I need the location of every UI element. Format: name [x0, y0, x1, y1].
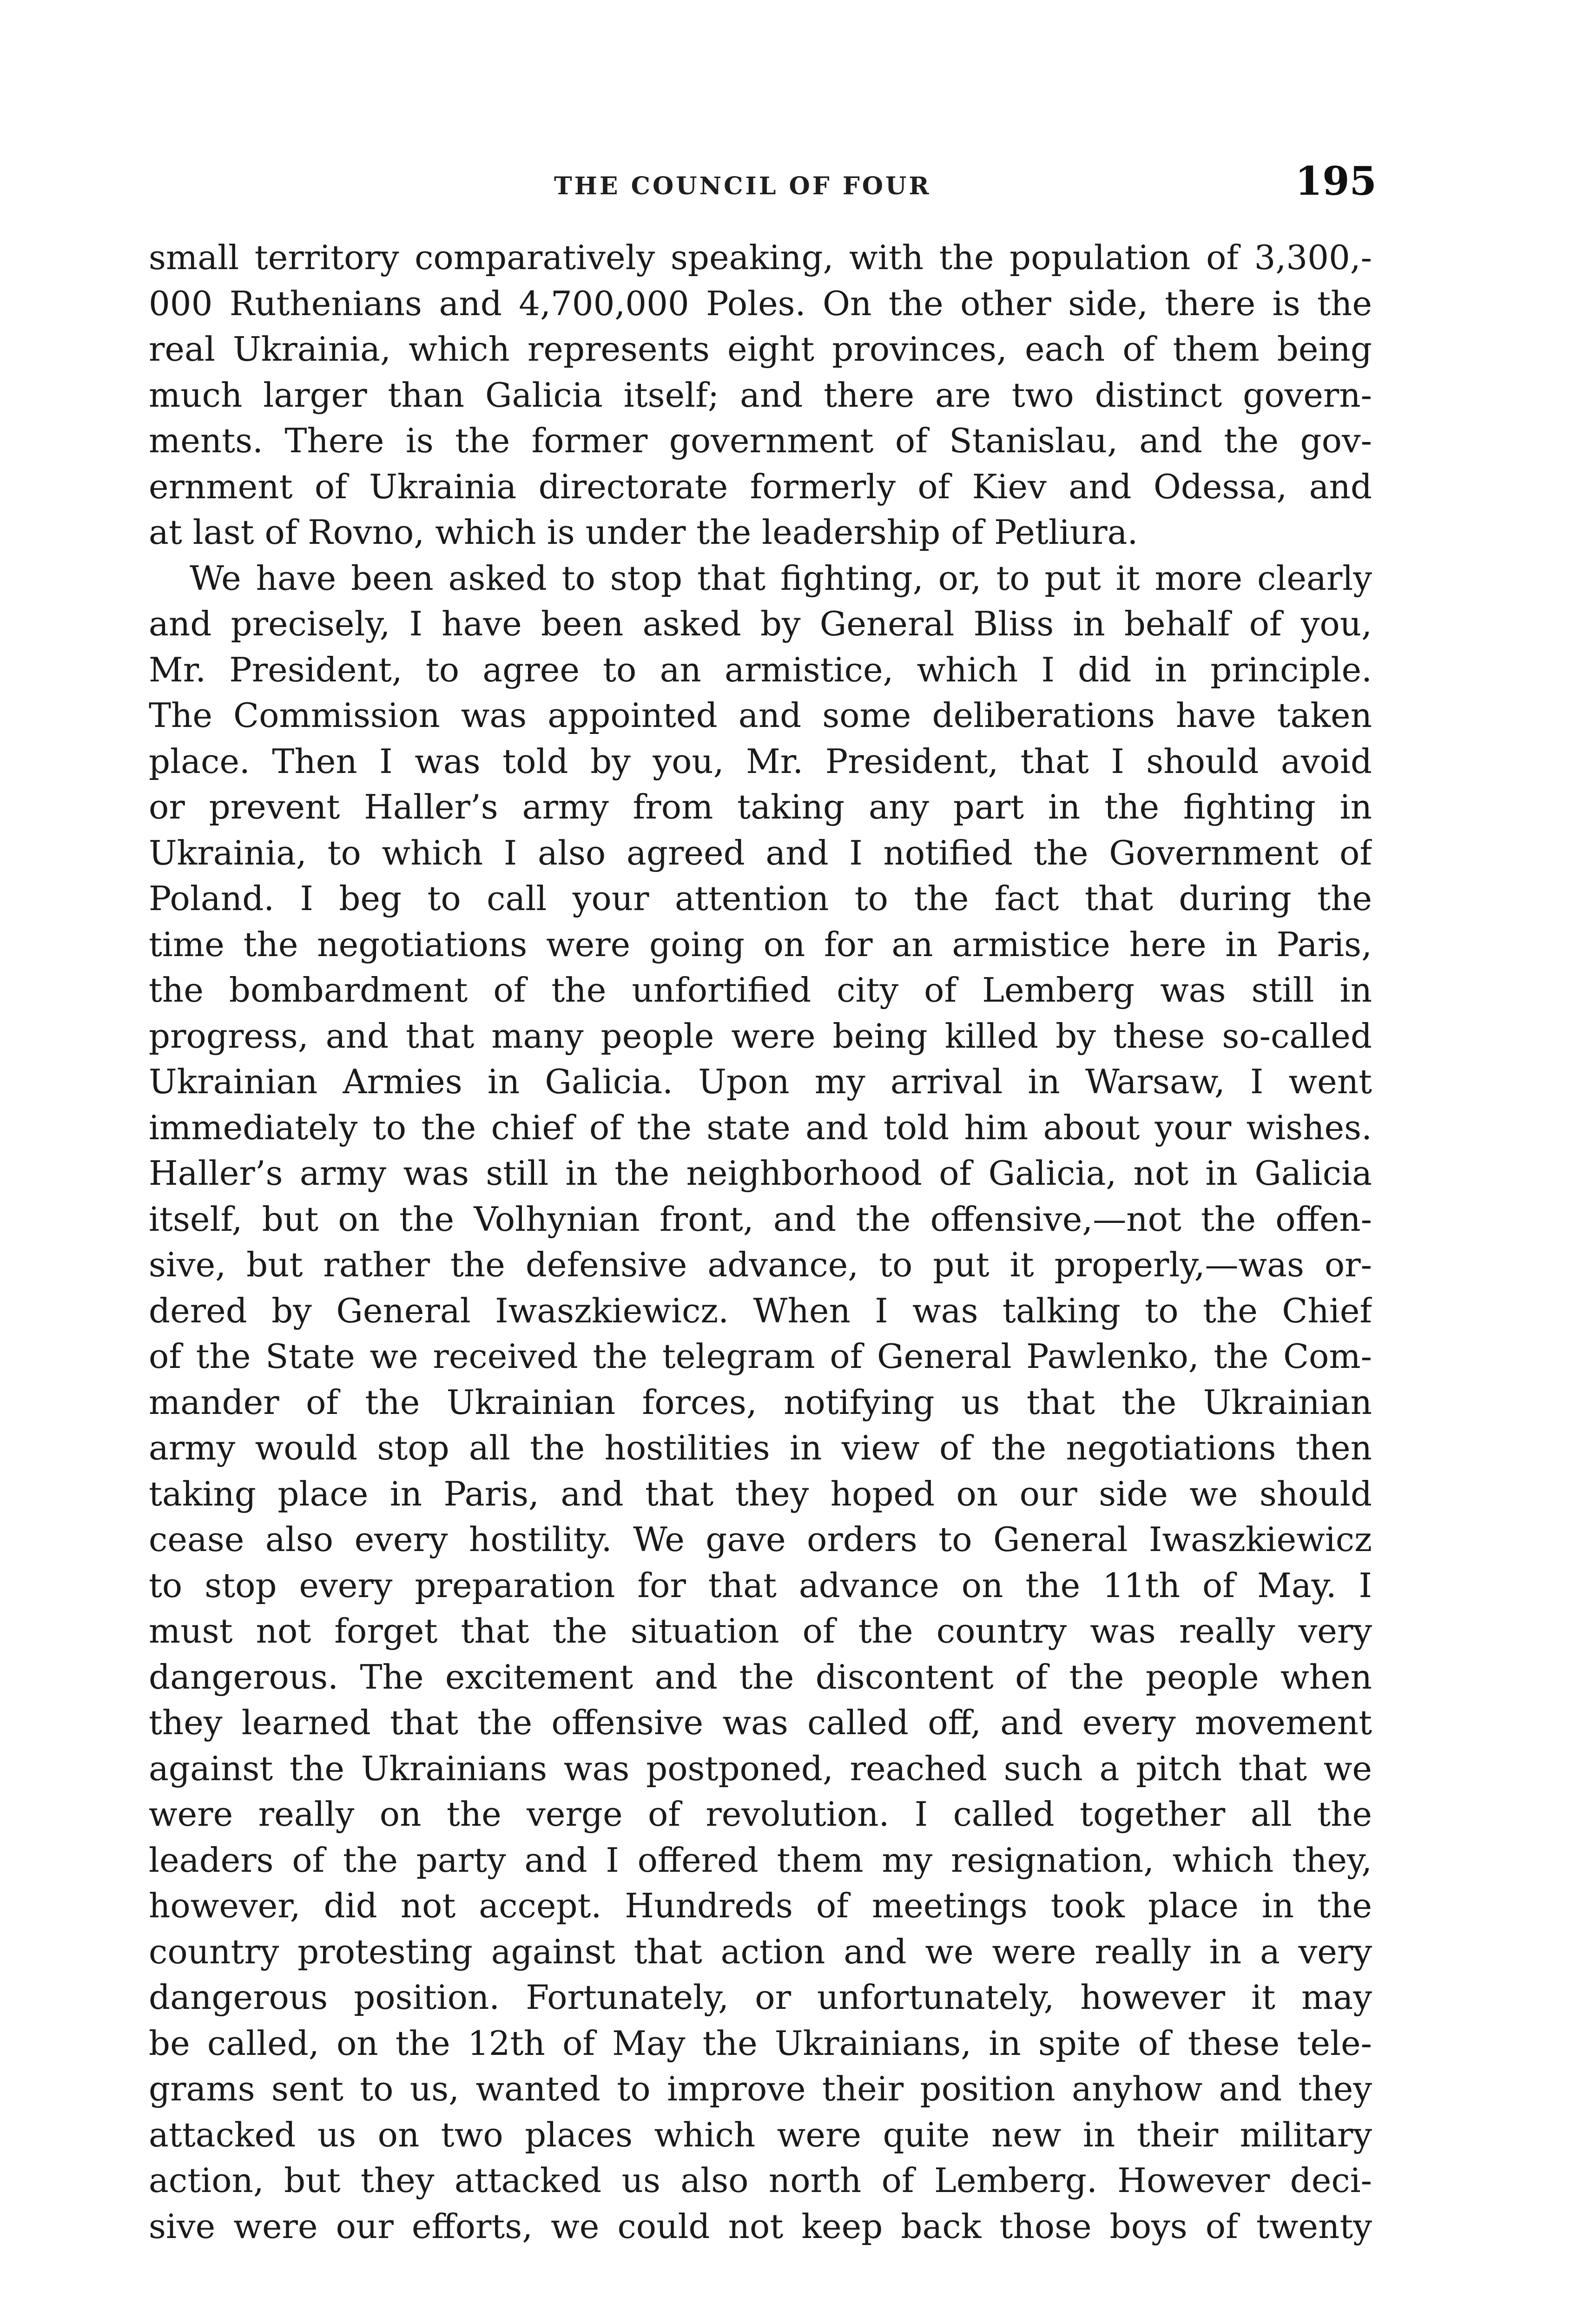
text-line: dered by General Iwaszkiewicz. When I was talking to the Chief	[149, 1291, 1372, 1330]
body-text	[149, 235, 1372, 2249]
text-line: Ukrainian Armies in Galicia. Upon my arrival in Warsaw, I went	[149, 1062, 1372, 1101]
text-line: Haller’s army was still in the neighborhood of Galicia, not in Galicia	[149, 1154, 1372, 1193]
text-line: 000 Ruthenians and 4,700,000 Poles. On the other side, there is the	[149, 284, 1372, 323]
text-line: leaders of the party and I offered them my resignation, which they,	[149, 1840, 1372, 1880]
text-line: were really on the verge of revolution. I called together all the	[149, 1795, 1372, 1834]
text-line: and precisely, I have been asked by General Bliss in behalf of you,	[149, 604, 1372, 643]
text-line: ments. There is the former government of Stanislau, and the gov-	[149, 421, 1372, 460]
text-line: small territory comparatively speaking, with the population of 3,300,-	[149, 238, 1372, 277]
text-line: against the Ukrainians was postponed, reached such a pitch that we	[149, 1749, 1372, 1788]
text-line: taking place in Paris, and that they hoped on our side we should	[149, 1474, 1372, 1513]
text-line: be called, on the 12th of May the Ukrainians, in spite of these tele-	[149, 2023, 1372, 2063]
text-line: or prevent Haller’s army from taking any part in the fighting in	[149, 787, 1372, 826]
text-line: sive, but rather the defensive advance, to put it properly,—was or-	[149, 1245, 1372, 1284]
text-line: sive were our efforts, we could not keep back those boys of twenty	[149, 2206, 1372, 2246]
text-line: grams sent to us, wanted to improve their position anyhow and they	[149, 2069, 1372, 2108]
text-line: action, but they attacked us also north of Lemberg. However deci-	[149, 2161, 1372, 2200]
text-line: country protesting against that action and we were really in a very	[149, 1932, 1372, 1971]
text-line: army would stop all the hostilities in view of the negotiations then	[149, 1428, 1372, 1467]
text-line: must not forget that the situation of the country was really very	[149, 1611, 1372, 1651]
text-line: of the State we received the telegram of General Pawlenko, the Com-	[149, 1337, 1372, 1376]
text-line: at last of Rovno, which is under the leadership of Petliura.	[149, 513, 1138, 552]
text-line: We have been asked to stop that fighting, or, to put it more clearly	[190, 558, 1372, 598]
text-line: Poland. I beg to call your attention to the fact that during the	[149, 879, 1372, 918]
text-line: attacked us on two places which were quite new in their military	[149, 2115, 1372, 2154]
text-line: real Ukrainia, which represents eight provinces, each of them being	[149, 330, 1372, 369]
text-line: ernment of Ukrainia directorate formerly of Kiev and Odessa, and	[149, 467, 1372, 506]
text-line: the bombardment of the unfortified city of Lemberg was still in	[149, 971, 1372, 1010]
text-line: Ukrainia, to which I also agreed and I notified the Government of	[149, 833, 1372, 872]
text-line: immediately to the chief of the state and told him about your wishes.	[149, 1108, 1372, 1147]
text-line: they learned that the offensive was called off, and every movement	[149, 1703, 1372, 1742]
text-line: much larger than Galicia itself; and there are two distinct govern-	[149, 375, 1372, 415]
text-line: cease also every hostility. We gave orders to General Iwaszkiewicz	[149, 1520, 1372, 1559]
text-line: The Commission was appointed and some deliberations have taken	[149, 696, 1372, 735]
running-head	[150, 158, 1377, 214]
page-number: 195	[1295, 158, 1377, 204]
text-line: place. Then I was told by you, Mr. President, that I should avoid	[149, 741, 1372, 781]
text-line: itself, but on the Volhynian front, and the offensive,—not the offen-	[149, 1199, 1372, 1239]
text-line: progress, and that many people were being killed by these so-called	[149, 1016, 1372, 1056]
text-line: however, did not accept. Hundreds of meetings took place in the	[149, 1886, 1372, 1925]
text-line: dangerous. The excitement and the discontent of the people when	[149, 1657, 1372, 1697]
text-line: Mr. President, to agree to an armistice, which I did in principle.	[149, 650, 1372, 689]
text-line: mander of the Ukrainian forces, notifying us that the Ukrainian	[149, 1382, 1372, 1422]
text-line: dangerous position. Fortunately, or unfortunately, however it may	[149, 1978, 1372, 2017]
running-title: THE COUNCIL OF FOUR	[554, 172, 931, 200]
text-line: time the negotiations were going on for an armistice here in Paris,	[149, 924, 1372, 964]
text-line: to stop every preparation for that advance on the 11th of May. I	[149, 1565, 1372, 1605]
